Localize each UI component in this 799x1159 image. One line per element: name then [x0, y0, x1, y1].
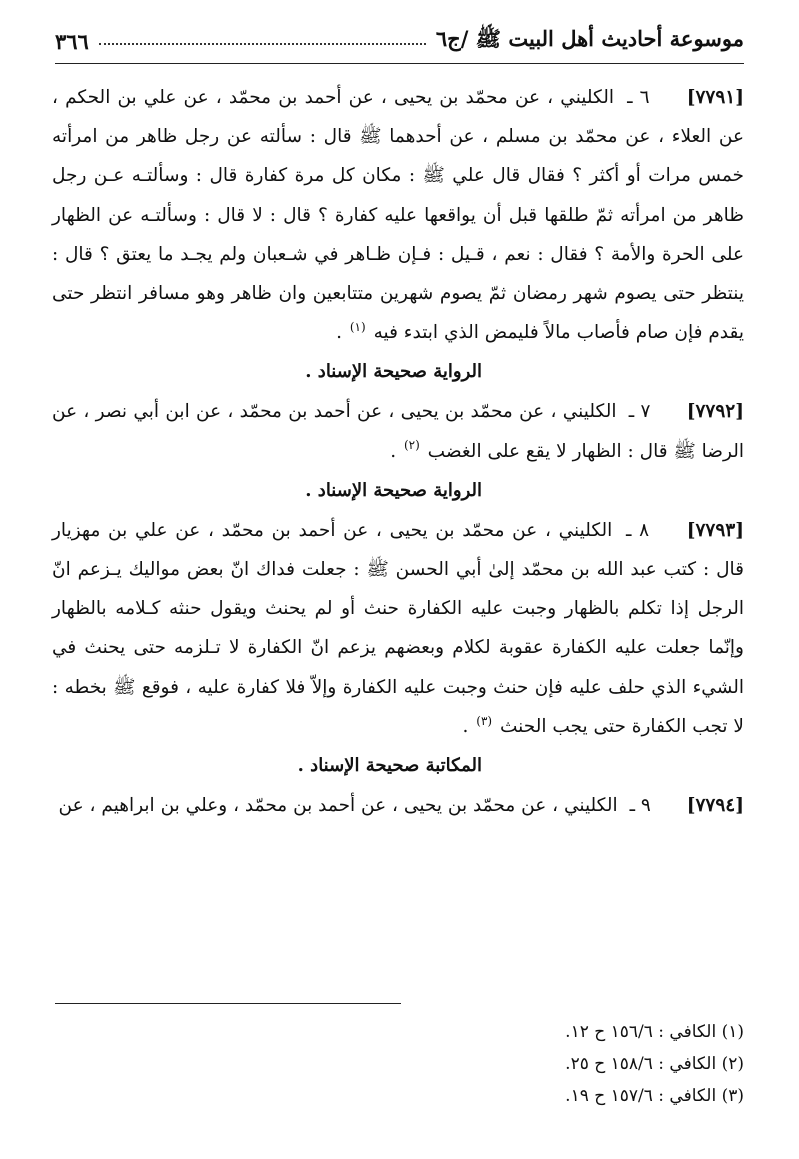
isnad-verdict: المكاتبة صحيحة الإسناد . [297, 755, 482, 777]
entry-id: [٧٧٩١] [686, 87, 744, 108]
isnad-verdict: الرواية صحيحة الإسناد . [305, 479, 482, 501]
entry-id: [٧٧٩٤] [686, 795, 744, 817]
entry-number: ٩ ـ [629, 795, 651, 817]
footnote-3: (٣) الكافي : ١٥٧/٦ ح ١٩. [565, 1086, 744, 1106]
book-title: موسوعة أحاديث أهل البيت ﷺ /ج٦ [435, 25, 744, 51]
isnad-verdict: الرواية صحيحة الإسناد . [305, 361, 482, 383]
footnote-ref: (٢) [403, 438, 420, 453]
main-text [52, 78, 744, 825]
entry-text: الكليني ، عن محمّد بن يحيى ، عن أحمد بن محمّد ، عن علي بن الحكم ، عن العلاء ، عن محمّد بن مسلم ، عن أحدهما ﷺ قال : سألته عن رجل ظاهر من امرأته خمس مرات أو أكثر ؟ فقال قال علي ﷺ : مكان كل مرة كفارة قال : وسألتـه عـن رجل ظاهر من امرأته ثمّ طلقها قبل أن يواقعها عليه كفارة ؟ قال : لا قال : وسألتـه عن الظهار على الحرة والأمة ؟ فقال : نعم ، قـيل : فـإن ظـاهر في شـعبان ولم يجـد ما يعتق ؟ قال : ينتظر حتى يصوم شهر رمضان ثمّ يصوم شهرين متتابعين وان ظاهر وهو مسافر انتظر حتى يقدم فإن صام فأصاب مالاً فليمض الذي ابتدء فيه [52, 87, 744, 344]
entry-id: [٧٧٩٢] [686, 401, 744, 423]
footnote-ref: (٣) [476, 713, 493, 728]
entry-text: الكليني ، عن محمّد بن يحيى ، عن أحمد بن محمّد ، عن علي بن مهزيار قال : كتب عبد الله بن محمّد إلىٰ أبي الحسن ﷺ : جعلت فداك انّ بعض مواليك يـزعم انّ الرجل إذا تكلم بالظهار وجبت عليه الكفارة حنث أو لم يحنث ويقول حنثه كـلامه بالظهار وإنّما جعلت عليه الكفارة عقوبة لكلام وبعضهم يزعم انّ الكفارة لا تـلزمه حتى يحنث في الشيء الذي حلف عليه فإن حنث وجبت عليه الكفارة وإلاّ فلا كفارة عليه ، فوقع ﷺ بخطه : لا تجب الكفارة حتى يجب الحنث [52, 519, 744, 737]
hadith-entry: [٧٧٩٢] ٧ ـ الكليني ، عن محمّد بن يحيى ، عن أحمد بن محمّد ، عن ابن أبي نصر ، عن الرضا ﷺ قال : الظهار لا يقع على الغضب $^{(٢)}$ . [52, 401, 744, 462]
entry-number: ٧ ـ [628, 401, 651, 423]
entry-text: الكليني ، عن محمّد بن يحيى ، عن أحمد بن محمّد ، وعلي بن ابراهيم ، عن [58, 795, 618, 817]
footnote-ref: (١) [349, 320, 366, 335]
footnote-1: (١) الكافي : ١٥٦/٦ ح ١٢. [565, 1022, 744, 1042]
page-number: ٣٦٦ [55, 28, 89, 54]
entry-number: ٨ ـ [626, 519, 650, 541]
entry-id: [٧٧٩٣] [686, 519, 744, 541]
hadith-entry: [٧٧٩٣] ٨ ـ الكليني ، عن محمّد بن يحيى ، عن أحمد بن محمّد ، عن علي بن مهزيار قال : كتب عبد الله بن محمّد إلىٰ أبي الحسن ﷺ : جعلت فداك انّ بعض مواليك يـزعم انّ الرجل إذا تكلم بالظهار وجبت عليه الكفارة حنث أو لم يحنث ويقول حنثه كـلامه بالظهار وإنّما جعلت عليه الكفارة عقوبة لكلام وبعضهم يزعم انّ الكفارة لا تـلزمه حتى يحنث في الشيء الذي حلف عليه فإن حنث وجبت عليه الكفارة وإلاّ فلا كفارة عليه ، فوقع ﷺ بخطه : لا تجب الكفارة حتى يجب الحنث $^{(٣)}$ . [52, 519, 744, 737]
hadith-entry [52, 786, 744, 825]
header-divider [55, 63, 744, 64]
hadith-entry: [٧٧٩١] ٦ ـ الكليني ، عن محمّد بن يحيى ، عن أحمد بن محمّد ، عن علي بن الحكم ، عن العلاء ، عن محمّد بن مسلم ، عن أحدهما ﷺ قال : سألته عن رجل ظاهر من امرأته خمس مرات أو أكثر ؟ فقال قال علي ﷺ : مكان كل مرة كفارة قال : وسألتـه عـن رجل ظاهر من امرأته ثمّ طلقها قبل أن يواقعها عليه كفارة ؟ قال : لا قال : وسألتـه عن الظهار على الحرة والأمة ؟ فقال : نعم ، قـيل : فـإن ظـاهر في شـعبان ولم يجـد ما يعتق ؟ قال : ينتظر حتى يصوم شهر رمضان ثمّ يصوم شهرين متتابعين وان ظاهر وهو مسافر انتظر حتى يقدم فإن صام فأصاب مالاً فليمض الذي ابتدء فيه $^{(١)}$ . [52, 87, 744, 344]
footnote-2: (٢) الكافي : ١٥٨/٦ ح ٢٥. [565, 1054, 744, 1074]
entry-number: ٦ ـ [627, 87, 650, 108]
leader-dots [99, 33, 426, 45]
entry-text: الكليني ، عن محمّد بن يحيى ، عن أحمد بن محمّد ، عن ابن أبي نصر ، عن الرضا ﷺ قال : الظهار لا يقع على الغضب [52, 401, 744, 462]
footnotes [344, 1016, 744, 1112]
running-header [55, 18, 744, 64]
footnote-divider [55, 1003, 401, 1004]
